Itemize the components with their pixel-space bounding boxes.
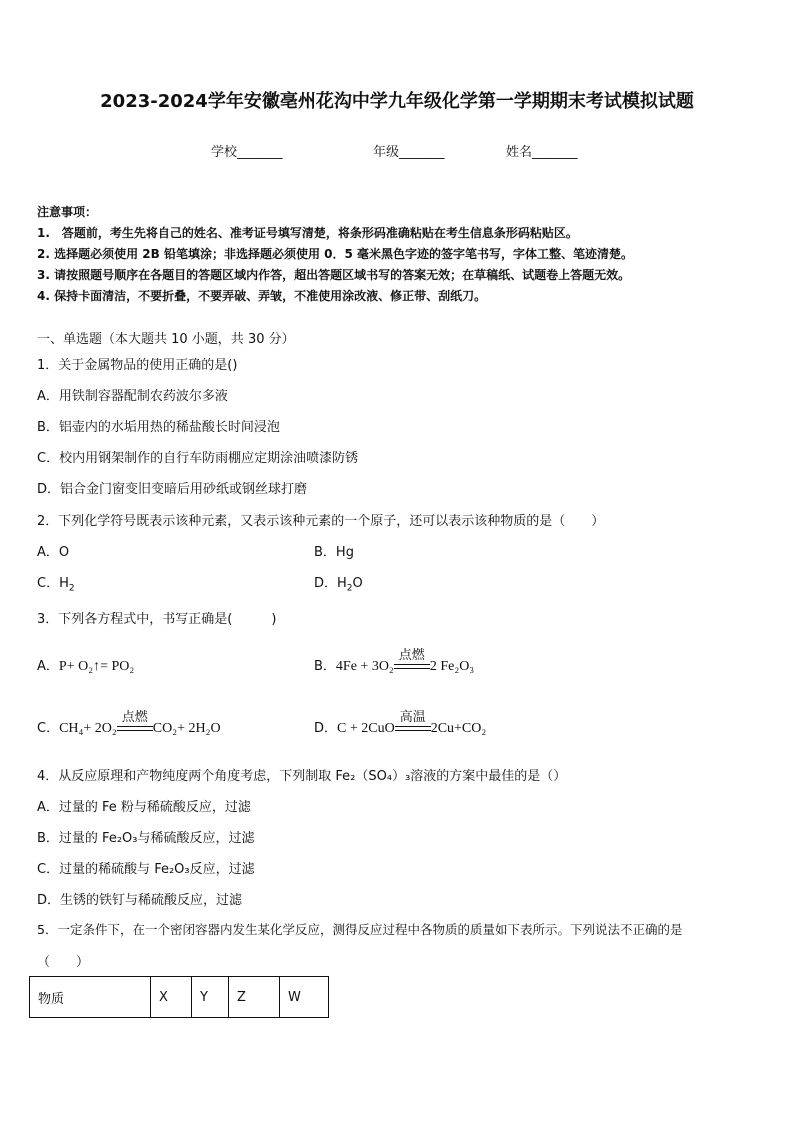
q1-option-b: B．铝壶内的水垢用热的稀盐酸长时间浸泡: [37, 420, 280, 435]
q4-stem: 4．从反应原理和产物纯度两个角度考虑，下列制取 Fe₂（SO₄）₃溶液的方案中最佳的是（）: [37, 769, 567, 784]
q3-option-b: B．4Fe + 3O₂ 点燃 2 Fe₂O₃: [314, 647, 475, 674]
q5-stem: 5．一定条件下，在一个密闭容器内发生某化学反应，测得反应过程中各物质的质量如下表所示。下列说法不正确的是: [37, 922, 683, 937]
reaction-condition-arrow: 点燃: [394, 660, 430, 674]
q5-table: [29, 976, 329, 1018]
q1-option-d: D．铝合金门窗变旧变暗后用砂纸或钢丝球打磨: [37, 482, 308, 497]
q1-option-c: C．校内用钢架制作的自行车防雨棚应定期涂油喷漆防锈: [37, 451, 359, 466]
q4-option-c: C．过量的稀硫酸与 Fe₂O₃反应，过滤: [37, 862, 255, 877]
q4-option-b: B．过量的 Fe₂O₃与稀硫酸反应，过滤: [37, 831, 255, 846]
q3-option-d: D．C + 2CuO 高温 2Cu+CO₂: [314, 709, 487, 736]
q2-option-a: A．O: [37, 545, 70, 560]
q3-option-a: A．P+ O₂↑= PO₂: [37, 659, 135, 674]
q4-option-a: A．过量的 Fe 粉与稀硫酸反应，过滤: [37, 800, 251, 815]
q3-option-c: C．CH₄+ 2O₂ 点燃 CO₂+ 2H₂O: [37, 709, 221, 736]
q1-option-a: A．用铁制容器配制农药波尔多液: [37, 389, 228, 404]
reaction-condition-arrow: 点燃: [117, 722, 153, 736]
school-field: 学校_______: [211, 145, 283, 160]
q2-option-d: D．$H_2O$: [314, 576, 363, 594]
table-header-cell: 物质: [30, 977, 151, 1018]
grade-field: 年级_______: [373, 145, 445, 160]
notice-item-3: 3. 请按照题号顺序在各题目的答题区域内作答，超出答题区域书写的答案无效；在草稿纸、试题卷上答题无效。: [37, 268, 631, 282]
table-header-cell: Z: [229, 977, 280, 1018]
page-title: 2023-2024学年安徽亳州花沟中学九年级化学第一学期期末考试模拟试题: [100, 91, 694, 112]
q4-option-d: D．生锈的铁钉与稀硫酸反应，过滤: [37, 893, 243, 908]
notice-item-2: 2. 选择题必须使用 2B 铅笔填涂；非选择题必须使用 0．5 毫米黑色字迹的签字笔书写，字体工整、笔迹清楚。: [37, 247, 633, 261]
name-field: 姓名_______: [506, 145, 578, 160]
notice-item-4: 4. 保持卡面清洁，不要折叠，不要弄破、弄皱，不准使用涂改液、修正带、刮纸刀。: [37, 289, 487, 303]
q5-stem-bracket: （ ）: [37, 955, 90, 970]
table-header-cell: X: [151, 977, 192, 1018]
table-header-cell: Y: [192, 977, 229, 1018]
table-row: [30, 977, 329, 1018]
section-heading: 一、单选题（本大题共 10 小题，共 30 分）: [37, 332, 295, 347]
q2-option-c: C．$H_2$: [37, 576, 75, 594]
table-header-cell: W: [280, 977, 329, 1018]
notice-heading: 注意事项：: [37, 205, 98, 219]
q3-stem: 3．下列各方程式中，书写正确是( ): [37, 612, 277, 627]
q2-stem: 2．下列化学符号既表示该种元素，又表示该种元素的一个原子，还可以表示该种物质的是（ ）: [37, 514, 605, 529]
reaction-condition-arrow: 高温: [395, 722, 431, 736]
q1-stem: 1．关于金属物品的使用正确的是(): [37, 358, 238, 373]
q2-option-b: B．Hg: [314, 545, 354, 560]
notice-item-1: 1. 答题前，考生先将自己的姓名、准考证号填写清楚，将条形码准确粘贴在考生信息条形码粘贴区。: [37, 226, 578, 240]
